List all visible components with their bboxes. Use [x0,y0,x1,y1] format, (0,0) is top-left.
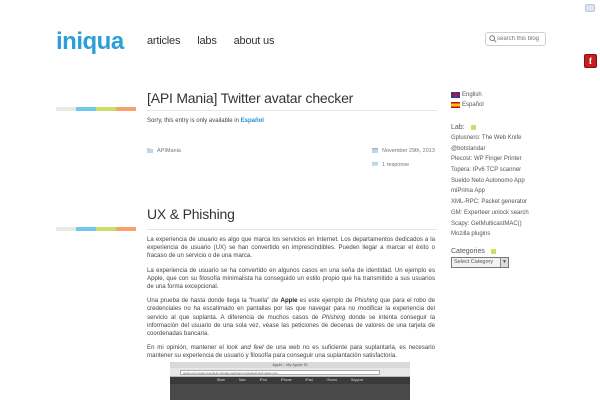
lab-item[interactable]: GM: Experteer unlock search [451,209,529,216]
post-title-2[interactable]: UX & Phishing [147,206,235,222]
paragraph [147,297,435,338]
screenshot-window-title: Apple - My Apple ID [170,362,410,368]
nav-articles[interactable]: articles [147,35,181,47]
text-run: de una web no es suficiente para suplantarla, es necesario mantener su experiencia de usuario y filosofía para conseguir una suplantación satisfactoria. [147,344,436,360]
lab-item[interactable]: Scapy: GetMulticastMAC() [451,220,522,227]
heading-square-icon [471,125,476,130]
heading-square-icon [491,249,496,254]
language-label[interactable]: English [462,92,482,98]
post-stripe [56,227,136,231]
spain-flag-icon [451,102,460,108]
post-body [147,236,435,367]
screenshot-toolbar [170,368,410,377]
responses-label[interactable]: 1 response [382,162,410,168]
site-logo[interactable]: iniqua [56,28,124,55]
corner-button[interactable] [585,4,595,12]
lab-item[interactable]: Plecost: WP Finger Printer [451,156,522,163]
lab-item[interactable]: Mozilla plugins [451,231,491,238]
screenshot-tab: Store [216,378,226,382]
text-run: Apple [280,297,298,305]
categories-heading-label: Categories [451,247,485,255]
main-nav [147,35,291,47]
language-link-espanol[interactable]: Español [240,118,264,124]
search-input[interactable] [497,33,545,45]
post-stripe [56,107,136,111]
uk-flag-icon [451,92,460,98]
lab-item[interactable]: Topera: IPv6 TCP scanner [451,167,522,174]
post-responses[interactable] [372,162,409,168]
nav-about-us[interactable]: about us [233,35,275,47]
screenshot-nav [170,377,410,384]
screenshot-tab: iPad [305,378,313,382]
chevron-down-icon[interactable]: ▼ [500,258,508,267]
language-english[interactable] [451,90,591,100]
screenshot-tab: iPhone [280,378,292,382]
search-icon [489,35,497,43]
lab-item[interactable]: XML-RPC: Packet generator [451,199,528,206]
availability-text: Sorry, this entry is only available in [147,118,239,124]
paragraph [147,344,435,360]
folder-icon [147,148,153,153]
language-label[interactable]: Español [462,102,484,108]
screenshot-tab: iPod [259,378,267,382]
screenshot-tab: Mac [239,378,246,382]
embedded-screenshot [170,362,410,400]
category-select[interactable] [451,257,509,268]
text-run: Una prueba de hasta donde llega la "huella" de [147,297,281,305]
post-title-1[interactable]: [API Mania] Twitter avatar checker [147,90,354,106]
lab-item[interactable]: Sueldo Neto Autonomo App [451,177,525,184]
lab-heading-label: Lab: [451,124,465,131]
availability-notice [147,118,264,124]
divider [147,110,437,111]
nav-labs[interactable]: labs [197,35,217,47]
lab-heading [451,124,591,131]
post-date [372,148,435,154]
category-label[interactable]: APIMania [157,148,181,154]
categories-heading [451,248,591,255]
flash-plugin-icon[interactable]: f [584,54,597,68]
category-select-value: Select Category [454,259,494,266]
lab-item[interactable]: Gplusnero: The Web Knife [451,135,522,141]
paragraph: La experiencia de usuario es algo que marca los servicios en Internet. Los departamentos dedicados a la experiencia de usuario (UX) se han convertido en imprescindibles. Pueden llegar a marcar el éxito o fracaso de un servicio o de una marca. [147,236,435,260]
search-box[interactable] [485,32,546,46]
lab-item[interactable]: miPrima App [451,188,486,195]
text-run: que para el robo de credenciales no ha escatimado en pantallas por las que navegar para no modificar la experiencia del servicio al que suplanta. A diferencia de muchos casos de [147,297,436,321]
calendar-icon [372,148,378,153]
date-label: November 29th, 2013 [382,148,435,154]
text-run: Phishing [321,313,346,321]
screenshot-tab: iTunes [326,378,338,382]
lab-item[interactable]: @botstandar [451,145,486,152]
screenshot-url: apple.com.support.appleid.manage.weblogin.myappleid.web.apple.com [180,370,380,375]
post-category[interactable] [147,148,181,154]
language-espanol[interactable] [451,100,591,110]
lab-list [451,133,591,240]
text-run: En mi opinión, mantener el [147,344,227,352]
screenshot-tab: Support [351,378,364,382]
text-run: es este ejemplo de [297,297,355,305]
divider [147,229,437,230]
text-run: donde se intenta conseguir la información del usuario de una sola vez, véase las peticiones de decenas de valores de una tarjeta de coordenadas bancaria. [147,313,435,338]
paragraph: La experiencia de usuario se ha convertido en algunos casos en una seña de identidad. Un ejemplo es Apple, que con su filosofía minimalista ha conseguido un estilo propio que ha transmitido a sus usuarios de una forma excepcional. [147,266,435,291]
text-run: look and feel [226,344,264,352]
text-run: Phishing [354,297,378,305]
sidebar [451,90,591,268]
comment-icon [372,162,378,167]
